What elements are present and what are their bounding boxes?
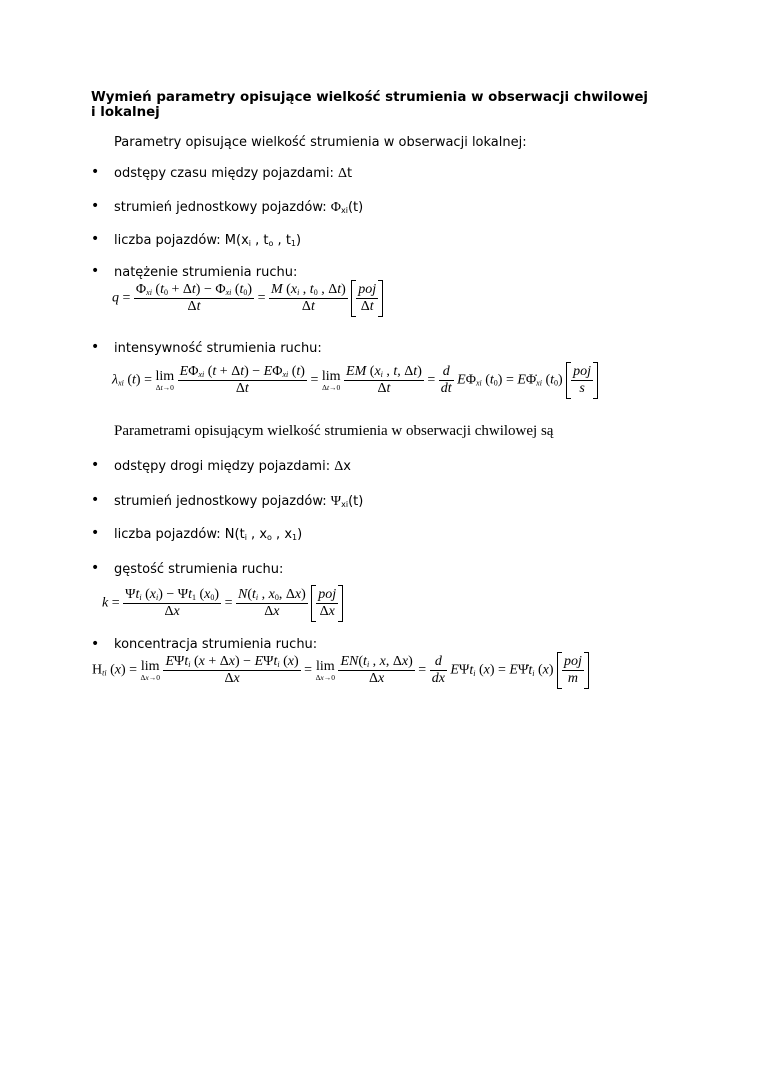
instant-item-label: odstępy drogi między pojazdami: [114,459,331,474]
local-item-intensity: intensywność strumienia ruchu: [114,341,322,356]
formula-flow-rate: q = $\frac{\Phi_{xi} (t_0 + \Delta t) - \Phi_{xi} (t_0)}{\Delta t}$ = $\frac{M (x_i , t_0 , \Delta t)}{\Delta t}$ $\frac{\text{poj}}{\Delta t}$ [112,282,383,315]
bullet: • [91,164,100,180]
local-intro: Parametry opisujące wielkość strumienia w obserwacji lokalnej: [114,135,527,150]
bullet: • [91,198,100,214]
phi-symbol: Φ [330,200,341,215]
local-item-label: strumień jednostkowy pojazdów: [114,200,327,215]
instant-item-vehicle-count: liczba pojazdów: $N(t_i$ , $x_o$ , $x_1$) [114,527,303,542]
local-item-time-gap: odstępy czasu między pojazdami: Δt [114,166,353,181]
unit-poj: poj [318,587,337,602]
instant-item-concentration: koncentracja strumienia ruchu: [114,637,318,652]
bullet: • [91,525,100,541]
instant-item-label: strumień jednostkowy pojazdów: [114,494,327,509]
local-item-label: odstępy czasu między pojazdami: [114,166,334,181]
bullet: • [91,636,100,652]
local-item-flow-rate: natężenie strumienia ruchu: [114,265,298,280]
instant-item-density: gęstość strumienia ruchu: [114,562,284,577]
psi-symbol: Ψ [330,494,342,509]
bullet: • [91,339,100,355]
bullet: • [91,560,100,576]
unit-poj: poj [573,364,592,379]
delta-symbol: Δ [338,166,348,181]
instant-item-label: liczba pojazdów: N(t [114,527,245,542]
bullet: • [91,263,100,279]
bullet: • [91,457,100,473]
unit-poj: poj [564,654,582,669]
instant-item-distance-gap: odstępy drogi między pojazdami: Δx [114,459,351,474]
bullet: • [91,231,100,247]
page-heading: Wymień parametry opisujące wielkość strumienia w obserwacji chwilowej i lokalnej [91,90,649,120]
formula-concentration: $H_{ti}$ (x) = lim Δx→0 $\frac{E\Psi t_i (x + \Delta x) - E\Psi t_i (x)}{\Delta x}$ = lim Δx→0 $\frac{EN(t_i , x, \Delta x)}{\Delta x}$ = $\frac{d}{dx}$ EΨt$_i$ $(x) = E\Psi̇t_i$ (x) $\frac{\text{poj}}{m}$ [92,654,589,687]
instant-intro: Parametrami opisującym wielkość strumienia w obserwacji chwilowej są [114,423,554,439]
bullet: • [91,492,100,508]
local-item-vehicle-count: liczba pojazdów: $M(x_i$ , $t_o$ , $t_1$) [114,233,302,248]
formula-density: k = $\frac{\Psi t_i (x_i) - \Psi t_1 (x_0)}{\Delta x}$ = $\frac{N(t_i , x_0, \Delta x)}{\Delta x}$ $\frac{\text{poj}}{\Delta x}$ [102,587,343,620]
instant-item-unit-flow: strumień jednostkowy pojazdów: $\Psi_{xi}(t)$ [114,494,364,509]
formula-intensity: $\lambda_{xi}$ (t) = lim Δt→0 $\frac{E\Phi_{xi} (t + \Delta t) - E\Phi_{xi} (t)}{\Delta t}$ = lim Δt→0 $\frac{EM (x_i , t, \Delta t)}{\Delta t}$ = $\frac{d}{dt}$ $E\Phi_{xi}$ $(t_0)$ = $E\Phi̇_{xi}$ $(t_0)$ $\frac{\text{poj}}{s}$ [112,364,598,397]
delta-symbol: Δ [334,459,344,474]
unit-poj: poj [358,282,377,297]
local-item-label: liczba pojazdów: M(x [114,233,249,248]
local-item-unit-flow: strumień jednostkowy pojazdów: $\Phi_{xi}(t)$ [114,200,364,215]
